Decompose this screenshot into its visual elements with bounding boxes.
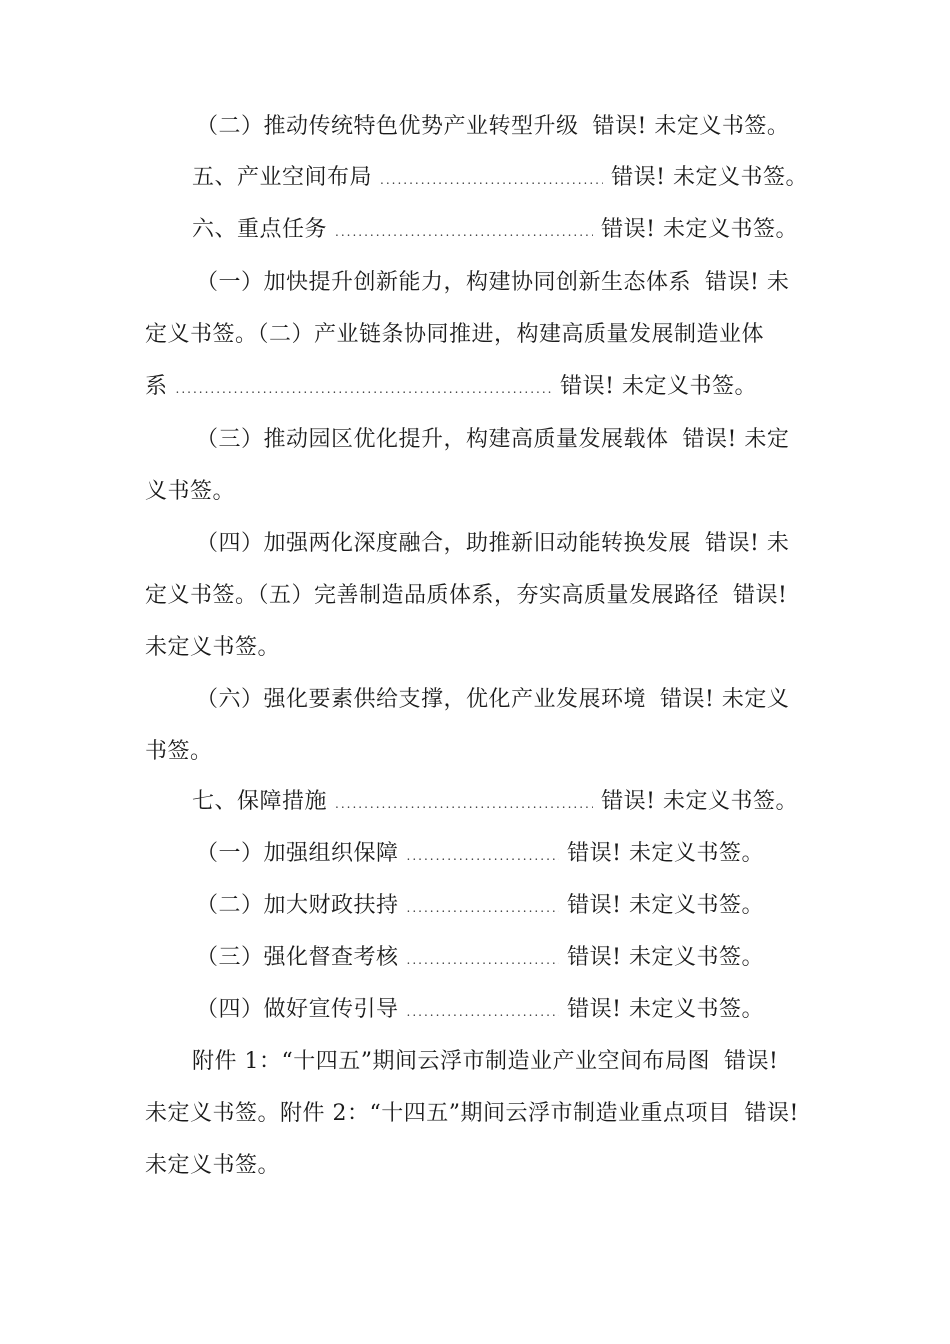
error-text: 错误! 未定义书签。 (567, 997, 764, 1022)
dot-leader (407, 893, 560, 923)
toc-appendix-2 (145, 1099, 799, 1129)
toc-entry-6-5 (145, 581, 787, 611)
toc-entry-7-4 (196, 995, 764, 1025)
toc-entry-6-6 (196, 685, 789, 715)
error-text: 义书签。 (145, 479, 236, 504)
toc-entry-title: （六）强化要素供给支撑，优化产业发展环境 (196, 687, 647, 712)
error-text: 错误! 未 (705, 270, 790, 295)
error-text: 错误! 未定 (682, 427, 790, 452)
toc-entry-title: （二）产业链条协同推进，构建高质量发展制造业体 (257, 322, 765, 347)
error-text: 错误! (733, 583, 788, 608)
toc-entry-7-2 (196, 891, 764, 921)
toc-entry-title: 七、保障措施 (192, 789, 328, 814)
error-text: 错误! 未定义书签。 (611, 165, 808, 190)
toc-appendix-1 (192, 1047, 778, 1077)
error-text: 错误! 未定义书签。 (567, 893, 764, 918)
toc-entry-title: （二）加大财政扶持 (196, 893, 399, 918)
dot-leader (176, 374, 553, 404)
error-text: 未定义书签。 (145, 1153, 281, 1178)
toc-appendix-2-cont (145, 1151, 280, 1181)
toc-entry-title: 五、产业空间布局 (192, 165, 373, 190)
toc-entry-6-3-cont (145, 477, 235, 507)
toc-entry-6-4 (196, 529, 789, 559)
error-text: 错误! 未定义书签。 (601, 217, 798, 242)
toc-entry-6-1 (196, 268, 789, 298)
toc-entry-title: （一）加强组织保障 (196, 841, 399, 866)
error-text: 定义书签。 (145, 583, 258, 608)
toc-entry-6-2-cont (145, 372, 757, 402)
toc-entry-6-6-cont (145, 737, 213, 767)
dot-leader (407, 945, 560, 975)
error-text: 错误! 未定义书签。 (592, 114, 790, 139)
toc-entry-title: （五）完善制造品质体系，夯实高质量发展路径 (257, 583, 720, 608)
error-text: 错误! (744, 1101, 799, 1126)
toc-entry-2-2 (196, 112, 789, 142)
toc-entry-7 (192, 787, 798, 817)
toc-entry-6-5-cont (145, 633, 280, 663)
toc-entry-6-3 (196, 425, 789, 455)
dot-leader (335, 217, 593, 247)
dot-leader (335, 789, 593, 819)
error-text: 未定义书签。 (145, 635, 281, 660)
toc-entry-title: （四）做好宣传引导 (196, 997, 399, 1022)
toc-entry-title: 附件 1：“十四五”期间云浮市制造业产业空间布局图 (192, 1049, 710, 1074)
error-text: 错误! 未定义 (660, 687, 790, 712)
toc-entry-title: 六、重点任务 (192, 217, 328, 242)
error-text: 错误! 未定义书签。 (567, 841, 764, 866)
toc-entry-title: （二）推动传统特色优势产业转型升级 (196, 114, 579, 139)
toc-entry-title: 附件 2：“十四五”期间云浮市制造业重点项目 (280, 1101, 731, 1126)
dot-leader (407, 997, 560, 1027)
dot-leader (380, 165, 603, 195)
toc-entry-6 (192, 215, 798, 245)
toc-entry-6-2 (145, 320, 764, 350)
toc-entry-title: （三）推动园区优化提升，构建高质量发展载体 (196, 427, 669, 452)
error-text: 错误! 未定义书签。 (601, 789, 798, 814)
toc-entry-7-3 (196, 943, 764, 973)
toc-entry-title: （一）加快提升创新能力，构建协同创新生态体系 (196, 270, 692, 295)
toc-entry-7-1 (196, 839, 764, 869)
error-text: 未定义书签。 (145, 1101, 281, 1126)
error-text: 错误! (724, 1049, 779, 1074)
error-text: 书签。 (145, 739, 213, 764)
toc-entry-5 (192, 163, 808, 193)
error-text: 错误! 未定义书签。 (560, 374, 757, 399)
error-text: 错误! 未 (705, 531, 790, 556)
toc-entry-title: （三）强化督查考核 (196, 945, 399, 970)
error-text: 定义书签。 (145, 322, 258, 347)
error-text: 错误! 未定义书签。 (567, 945, 764, 970)
toc-entry-title: （四）加强两化深度融合，助推新旧动能转换发展 (196, 531, 692, 556)
toc-entry-title: 系 (145, 374, 168, 399)
dot-leader (407, 841, 560, 871)
